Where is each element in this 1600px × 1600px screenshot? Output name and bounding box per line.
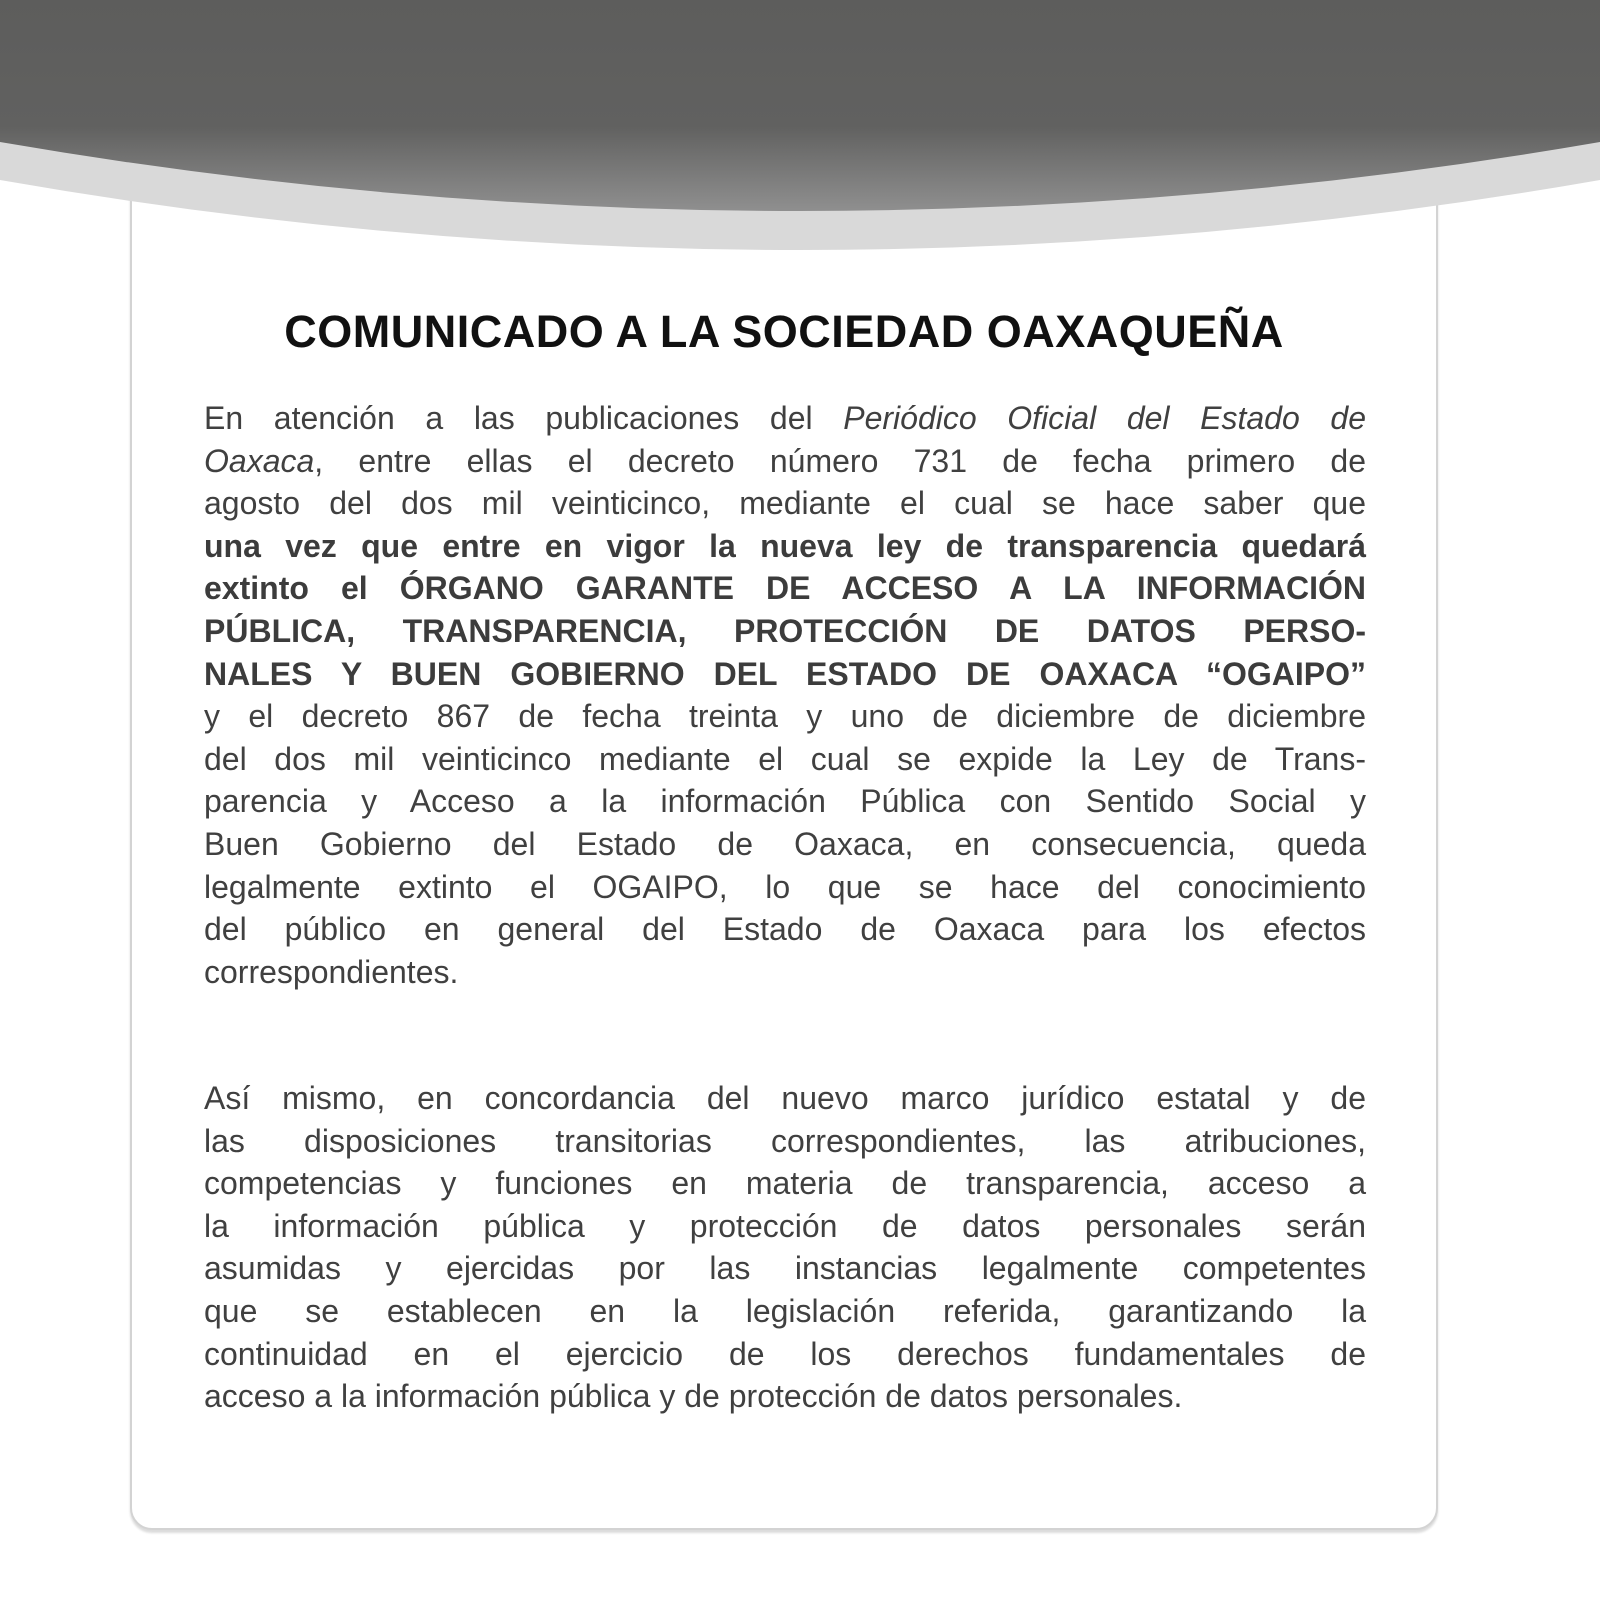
bold-text: PÚBLICA, TRANSPARENCIA, PROTECCIÓN DE DATOS PERSO- <box>204 612 1366 649</box>
text-segment: del público en general del Estado de Oaxaca para los efectos <box>204 911 1366 948</box>
header-arc-decoration <box>0 0 1600 260</box>
text-segment: parencia y Acceso a la información Pública con Sentido Social y <box>204 783 1366 820</box>
page-title: COMUNICADO A LA SOCIEDAD OAXAQUEÑA <box>284 306 1284 357</box>
paragraph-1-line <box>204 653 1366 696</box>
paragraph-2-line: competencias y funciones en materia de transparencia, acceso a <box>204 1165 1366 1202</box>
paragraph-1-line <box>204 951 1366 994</box>
paragraph-2-line: asumidas y ejercidas por las instancias legalmente competentes <box>204 1250 1366 1287</box>
paragraph-2 <box>204 1077 1366 1418</box>
text-segment: , entre ellas el decreto número 731 de fecha primero de <box>314 442 1366 479</box>
text-segment: En atención a las publicaciones del <box>204 400 844 436</box>
text-segment: y el decreto 867 de fecha treinta y uno de diciembre de diciembre <box>204 698 1366 735</box>
paragraph-1-line <box>204 482 1366 525</box>
paragraph-2-line: continuidad en el ejercicio de los derechos fundamentales de <box>204 1335 1366 1372</box>
paragraph-1-line <box>204 738 1366 781</box>
header-banner <box>0 0 1600 260</box>
paragraph-2-line: Así mismo, en concordancia del nuevo marco jurídico estatal y de <box>204 1080 1366 1116</box>
paragraph-1-line <box>204 440 1366 483</box>
text-segment: agosto del dos mil veinticinco, mediante el cual se hace saber que <box>204 485 1366 522</box>
paragraph-1-line <box>204 610 1366 653</box>
paragraph-2-line: la información pública y protección de datos personales serán <box>204 1207 1366 1244</box>
paragraph-1-line <box>204 397 1366 440</box>
paragraph-2-line: que se establecen en la legislación referida, garantizando la <box>204 1292 1366 1329</box>
text-segment: correspondientes. <box>204 953 459 990</box>
italic-text: Oaxaca <box>204 442 315 479</box>
paragraph-1-line <box>204 695 1366 738</box>
paragraph-1-line <box>204 908 1366 951</box>
paragraph-1 <box>204 397 1366 993</box>
paragraph-1-line <box>204 780 1366 823</box>
text-segment: Buen Gobierno del Estado de Oaxaca, en consecuencia, queda <box>204 825 1366 862</box>
bold-text: extinto el ÓRGANO GARANTE DE ACCESO A LA INFORMACIÓN <box>204 570 1366 607</box>
bold-text: NALES Y BUEN GOBIERNO DEL ESTADO DE OAXACA “OGAIPO” <box>204 655 1366 692</box>
italic-text: Periódico Oficial del Estado de <box>843 400 1366 436</box>
bold-text: una vez que entre en vigor la nueva ley de transparencia quedará <box>204 527 1366 564</box>
paragraph-1-line <box>204 823 1366 866</box>
text-segment: legalmente extinto el OGAIPO, lo que se hace del conocimiento <box>204 868 1366 905</box>
paragraph-1-line <box>204 525 1366 568</box>
paragraph-1-line <box>204 567 1366 610</box>
paragraph-1-line <box>204 866 1366 909</box>
paragraph-2-line: las disposiciones transitorias correspondientes, las atribuciones, <box>204 1122 1366 1159</box>
text-segment: del dos mil veinticinco mediante el cual se expide la Ley de Trans- <box>204 740 1366 777</box>
paragraph-2-line: acceso a la información pública y de protección de datos personales. <box>204 1378 1183 1415</box>
